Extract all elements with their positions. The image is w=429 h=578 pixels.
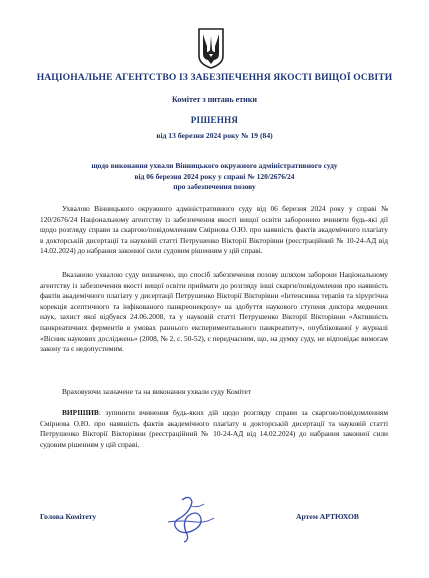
decision-title: РІШЕННЯ	[190, 115, 239, 125]
subject-line-2: від 06 березня 2024 року у справі № 120/2676/24	[134, 171, 295, 181]
signatory-role: Голова Комітету	[40, 512, 97, 521]
paragraph-ruling-details	[40, 270, 388, 355]
paragraph-resolution	[40, 408, 388, 450]
decision-subject	[40, 161, 389, 193]
committee-name: Комітет з питань етики	[172, 95, 257, 104]
paragraph-text: Ухвалою Вінницького окружного адміністративного суду від 06 березня 2024 року у справі № 120/2676/24 Національному агентству із забезпечення якості вищої освіти заборонено вчиняти будь-які дії щодо розгляду справи за скаргою/повідомленням Смірнова О.Ю. про наявність фактів академічного плагіату в докторській дисертації та науковій статті Петрушенко Вікторії Вікторівни (реєстраційний № 10-24-АД від 14.02.2024) до набрання законної сили судовим рішенням у цій справі.	[40, 204, 388, 256]
agency-name: НАЦІОНАЛЬНЕ АГЕНТСТВО ІЗ ЗАБЕЗПЕЧЕННЯ ЯКОСТІ ВИЩОЇ ОСВІТИ	[36, 72, 393, 83]
paragraph-text: Враховуючи зазначене та на виконання ухвали суду Комітет	[62, 387, 252, 396]
signatory-name: Артем АРТЮХОВ	[296, 512, 359, 521]
paragraph-text: Вказаною ухвалою суду визначено, що спосіб забезпечення позову шляхом заборони Національному агентству із забезпечення якості вищої освіти приймати до розгляду інші скарги/повідомлення про наявність фактів академічного плагіату у дисертації Петрушенко Вікторії Вікторівни «Інтенсивна терапія та хірургічна корекція асептичного та інфікованого панкреонекрозу» на здобуття наукового ступеня доктора медичних наук, захист якої відбувся 24.06.2008, та у науковій статті Петрушенко Вікторії Вікторівни «Активність панкреатичних ферментів в умовах раннього експериментального панкреатиту», опублікованої у журналі «Вісник наукових досліджень» (2008, № 2, с. 50-52), є передчасним, що, на думку суду, не відповідає вимогам закону та є недопустимим.	[40, 270, 388, 354]
trident-emblem-icon	[196, 26, 226, 70]
paragraph-court-ruling	[40, 204, 388, 257]
subject-line-3: про забезпечення позову	[173, 182, 256, 192]
paragraph-considering	[40, 387, 388, 398]
resolution-lead: ВИРІШИВ	[62, 408, 99, 417]
subject-line-1: щодо виконання ухвали Вінницького окружного адміністративного суду	[91, 161, 338, 170]
handwritten-signature	[160, 492, 220, 544]
resolution-text: : зупинити вчинення будь-яких дій щодо розгляду справи за скаргою/повідомленням Смірнова О.Ю. про наявність фактів академічного плагіату в докторській дисертації та науковій статті Петрушенко Вікторії Вікторівни (реєстраційний № 10-24-АД від 14.02.2024) до набрання законної сили судовим рішенням у цій справі.	[40, 408, 388, 449]
decision-date-number: від 13 березня 2024 року № 19 (84)	[156, 131, 273, 140]
